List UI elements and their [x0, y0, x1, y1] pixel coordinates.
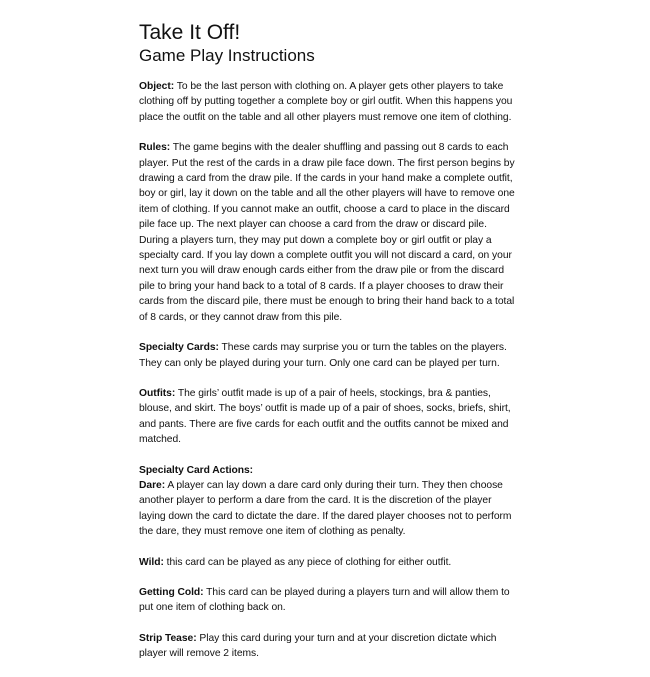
wild-section — [139, 555, 519, 570]
dare-text: A player can lay down a dare card only during their turn. They then choose another player to perform a dare from the card. It is the discretion of the player laying down the card to dictate the dare. If the dared player chooses not to perform the dare, they must remove one item of clothing as penalty. — [139, 479, 512, 538]
outfits-text: The girls’ outfit made is up of a pair of heels, stockings, bra & panties, blouse, and skirt. The boys’ outfit is made up of a pair of shoes, socks, briefs, shirt, and pants. There are five cards for each outfit and the outfits cannot be mixed and matched. — [139, 387, 511, 446]
getting-cold-section — [139, 585, 519, 616]
rules-heading: Rules: — [139, 142, 171, 154]
wild-text: this card can be played as any piece of clothing for either outfit. — [163, 556, 452, 568]
object-text: To be the last person with clothing on. A player gets other players to take clothing off by putting together a complete boy or girl outfit. When this happens you place the outfit on the table and all other players must remove one item of clothing. — [139, 81, 513, 123]
specialty-actions-section — [139, 463, 519, 540]
outfits-section — [139, 386, 519, 448]
outfits-heading: Outfits: — [139, 387, 176, 399]
getting-cold-heading: Getting Cold: — [139, 586, 204, 598]
specialty-cards-text: These cards may surprise you or turn the tables on the players. They can only be played during your turn. Only one card can be played per turn. — [139, 342, 507, 369]
document-subtitle: Game Play Instructions — [139, 46, 315, 65]
object-section — [139, 79, 519, 125]
dare-heading: Dare: — [139, 479, 166, 491]
strip-tease-text: Play this card during your turn and at your discretion dictate which player will remove 2 items. — [139, 632, 497, 660]
instruction-sheet — [139, 20, 519, 677]
specialty-actions-heading: Specialty Card Actions: — [139, 464, 254, 476]
rules-section — [139, 140, 519, 325]
strip-tease-section — [139, 631, 519, 662]
specialty-cards-heading: Specialty Cards: — [139, 342, 219, 354]
getting-cold-text: This card can be played during a players turn and will allow them to put one item of clothing back on. — [139, 586, 510, 614]
object-heading: Object: — [139, 81, 175, 92]
document-title: Take It Off! — [139, 21, 241, 44]
specialty-cards-section — [139, 340, 519, 371]
wild-heading: Wild: — [139, 556, 164, 568]
strip-tease-heading: Strip Tease: — [139, 632, 197, 644]
rules-text: The game begins with the dealer shuffling and passing out 8 cards to each player. Put the rest of the cards in a draw pile face down. The first person begins by drawing a card from the draw pile. If the cards in your hand make a complete outfit, boy or girl, lay it down on the table and all the other players will have to remove one item of clothing. If you cannot make an outfit, choose a card to place in the discard pile face up. The next player can choose a card from the draw or discard pile. During a players turn, they may put down a complete boy or girl outfit or play a specialty card. If you lay down a complete outfit you will not discard a card, on your next turn you will draw enough cards either from the draw pile or from the discard pile to bring your hand back to a total of 8 cards. If a player chooses to draw their cards from the discard pile, there must be enough to bring their hand back to a total of 8 cards, or they cannot draw from this pile. — [139, 142, 515, 323]
